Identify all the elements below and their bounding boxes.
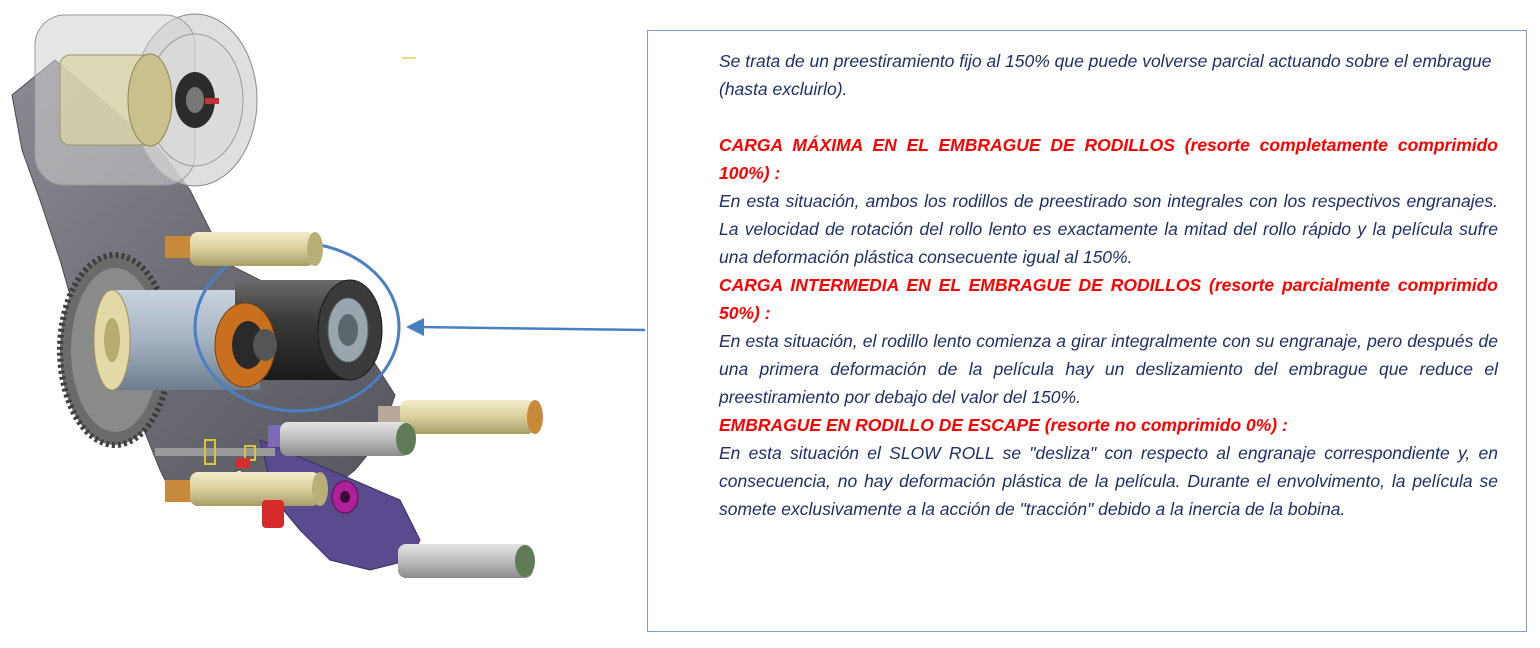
description-box — [647, 30, 1527, 632]
section-heading-escape-roller: EMBRAGUE EN RODILLO DE ESCAPE (resorte no comprimido 0%) : — [719, 415, 1288, 435]
description-text — [719, 47, 1498, 523]
section-heading-intermediate-load: CARGA INTERMEDIA EN EL EMBRAGUE DE RODILLOS (resorte parcialmente comprimido 50%) : — [719, 275, 1498, 323]
callout-arrow-line — [418, 327, 645, 330]
red-bracket — [262, 500, 284, 528]
section-heading-max-load: CARGA MÁXIMA EN EL EMBRAGUE DE RODILLOS (resorte completamente comprimido 100%) : — [719, 135, 1498, 183]
pre-stretch-mechanism-illustration — [0, 0, 660, 648]
callout-arrow-head — [406, 318, 424, 336]
rod-grey-middle — [268, 422, 416, 456]
section-body-intermediate-load: En esta situación, el rodillo lento comienza a girar integralmente con su engranaje, pero después de una primera deformación de la película hay un deslizamiento del embrague que reduce el preestiramiento por debajo del valor del 150%. — [719, 331, 1498, 407]
rod-grey-lower — [398, 544, 535, 578]
section-body-max-load: En esta situación, ambos los rodillos de preestirado son integrales con los respectivos engranajes. La velocidad de rotación del rollo lento es exactamente la mitad del rollo rápido y la película sufre una deformación plástica consecuente igual al 150%. — [719, 191, 1498, 267]
intro-paragraph: Se trata de un preestiramiento fijo al 150% que puede volverse parcial actuando sobre el embrague (hasta excluirlo). — [719, 51, 1492, 99]
section-body-escape-roller: En esta situación el SLOW ROLL se "desliza" con respecto al engranaje correspondiente y, en consecuencia, no hay deformación plástica de la película. Durante el envolvimento, la película se somete exclusivamente a la acción de "tracción" debido a la inercia de la bobina. — [719, 443, 1498, 519]
spacer — [719, 103, 1498, 131]
